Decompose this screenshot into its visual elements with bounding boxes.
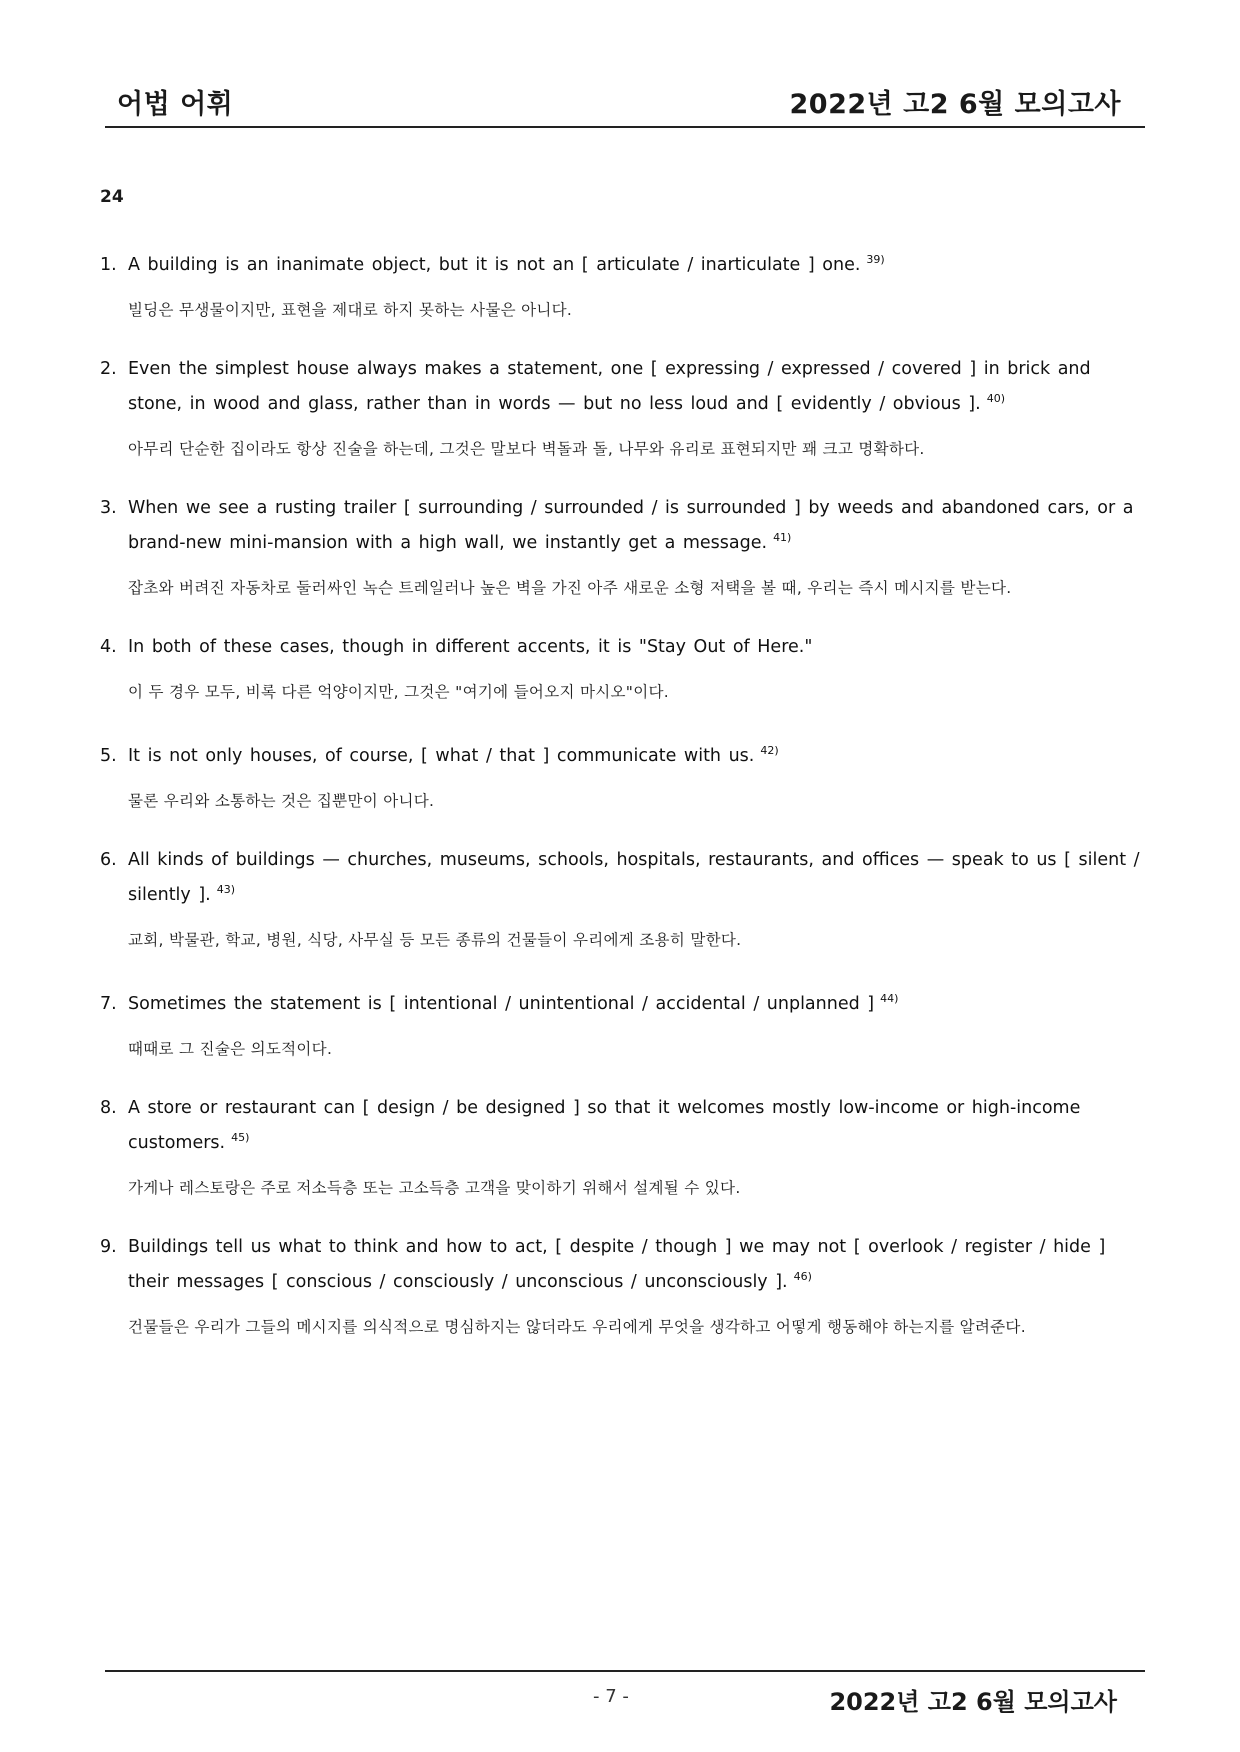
question-number: 1. (100, 255, 117, 275)
question-item (100, 984, 1145, 1059)
footnote-ref: 42) (760, 744, 779, 757)
question-sentence: All kinds of buildings — churches, museums, schools, hospitals, restaurants, and offices — speak to us [ silent / silently ]. (128, 850, 1140, 905)
footnote-ref: 44) (880, 992, 899, 1005)
question-text (100, 984, 1145, 1019)
question-sentence: Buildings tell us what to think and how to act, [ despite / though ] we may not [ overlook / register / hide ] their messages [ conscious / consciously / unconscious / unconsciously ]. (128, 1237, 1106, 1292)
page-footer (105, 1670, 1145, 1732)
translation: 이 두 경우 모두, 비록 다른 억양이지만, 그것은 "여기에 들어오지 마시오"이다. (128, 683, 670, 701)
translation: 교회, 박물관, 학교, 병원, 식당, 사무실 등 모든 종류의 건물들이 우리에게 조용히 말한다. (128, 931, 742, 949)
footnote-ref: 46) (793, 1270, 812, 1283)
question-sentence: A store or restaurant can [ design / be designed ] so that it welcomes mostly low-income or high-income customers. (128, 1098, 1081, 1153)
question-sentence: Even the simplest house always makes a statement, one [ expressing / expressed / covered ] in brick and stone, in wood and glass, rather than in words — but no less loud and [ evidently / obvious ]. (128, 359, 1091, 414)
footnote-ref: 40) (986, 392, 1005, 405)
question-text (100, 354, 1145, 419)
translation: 잡초와 버려진 자동차로 둘러싸인 녹슨 트레일러나 높은 벽을 가진 아주 새로운 소형 저택을 볼 때, 우리는 즉시 메시지를 받는다. (128, 579, 1012, 597)
question-number: 6. (100, 850, 117, 870)
translation: 때때로 그 진술은 의도적이다. (128, 1040, 333, 1058)
question-number: 9. (100, 1237, 117, 1257)
translation: 물론 우리와 소통하는 것은 집뿐만이 아니다. (128, 792, 435, 810)
question-number: 7. (100, 994, 117, 1014)
footnote-ref: 41) (773, 531, 792, 544)
question-item (100, 493, 1145, 598)
translation: 빌딩은 무생물이지만, 표현을 제대로 하지 못하는 사물은 아니다. (128, 301, 573, 319)
header-exam-title: 2022년 고2 6월 모의고사 (789, 89, 1121, 120)
question-text (100, 245, 1145, 280)
question-item (100, 845, 1145, 950)
header-subject: 어법 어휘 (117, 89, 234, 120)
question-sentence: In both of these cases, though in different accents, it is "Stay Out of Here." (128, 637, 813, 657)
footnote-ref: 39) (866, 253, 885, 266)
footnote-ref: 45) (231, 1131, 250, 1144)
section-number: 24 (100, 187, 124, 207)
question-item (100, 736, 1145, 811)
question-text (100, 736, 1145, 771)
question-text (100, 632, 1145, 662)
question-text (100, 845, 1145, 910)
question-number: 5. (100, 746, 117, 766)
question-sentence: A building is an inanimate object, but it is not an [ articulate / inarticulate ] one. (128, 255, 861, 275)
question-item (100, 632, 1145, 702)
translation: 아무리 단순한 집이라도 항상 진술을 하는데, 그것은 말보다 벽돌과 돌, 나무와 유리로 표현되지만 꽤 크고 명확하다. (128, 440, 925, 458)
question-item (100, 1093, 1145, 1198)
question-text (100, 1232, 1145, 1297)
translation: 가게나 레스토랑은 주로 저소득층 또는 고소득층 고객을 맞이하기 위해서 설계될 수 있다. (128, 1179, 741, 1197)
question-sentence: It is not only houses, of course, [ what / that ] communicate with us. (128, 746, 755, 766)
question-sentence: When we see a rusting trailer [ surrounding / surrounded / is surrounded ] by weeds and abandoned cars, or a brand-new mini-mansion with a high wall, we instantly get a message. (128, 498, 1134, 553)
question-number: 3. (100, 498, 117, 518)
footer-exam-title: 2022년 고2 6월 모의고사 (829, 1688, 1117, 1716)
page-header (105, 82, 1145, 128)
question-number: 4. (100, 637, 117, 657)
question-number: 2. (100, 359, 117, 379)
question-text (100, 1093, 1145, 1158)
question-item (100, 245, 1145, 320)
question-item (100, 1232, 1145, 1337)
page-number: - 7 - (593, 1686, 629, 1707)
question-sentence: Sometimes the statement is [ intentional / unintentional / accidental / unplanned ] (128, 994, 875, 1014)
translation: 건물들은 우리가 그들의 메시지를 의식적으로 명심하지는 않더라도 우리에게 무엇을 생각하고 어떻게 행동해야 하는지를 알려준다. (128, 1318, 1026, 1336)
question-item (100, 354, 1145, 459)
question-number: 8. (100, 1098, 117, 1118)
footnote-ref: 43) (216, 883, 236, 896)
question-list (100, 245, 1145, 1371)
question-text (100, 493, 1145, 558)
